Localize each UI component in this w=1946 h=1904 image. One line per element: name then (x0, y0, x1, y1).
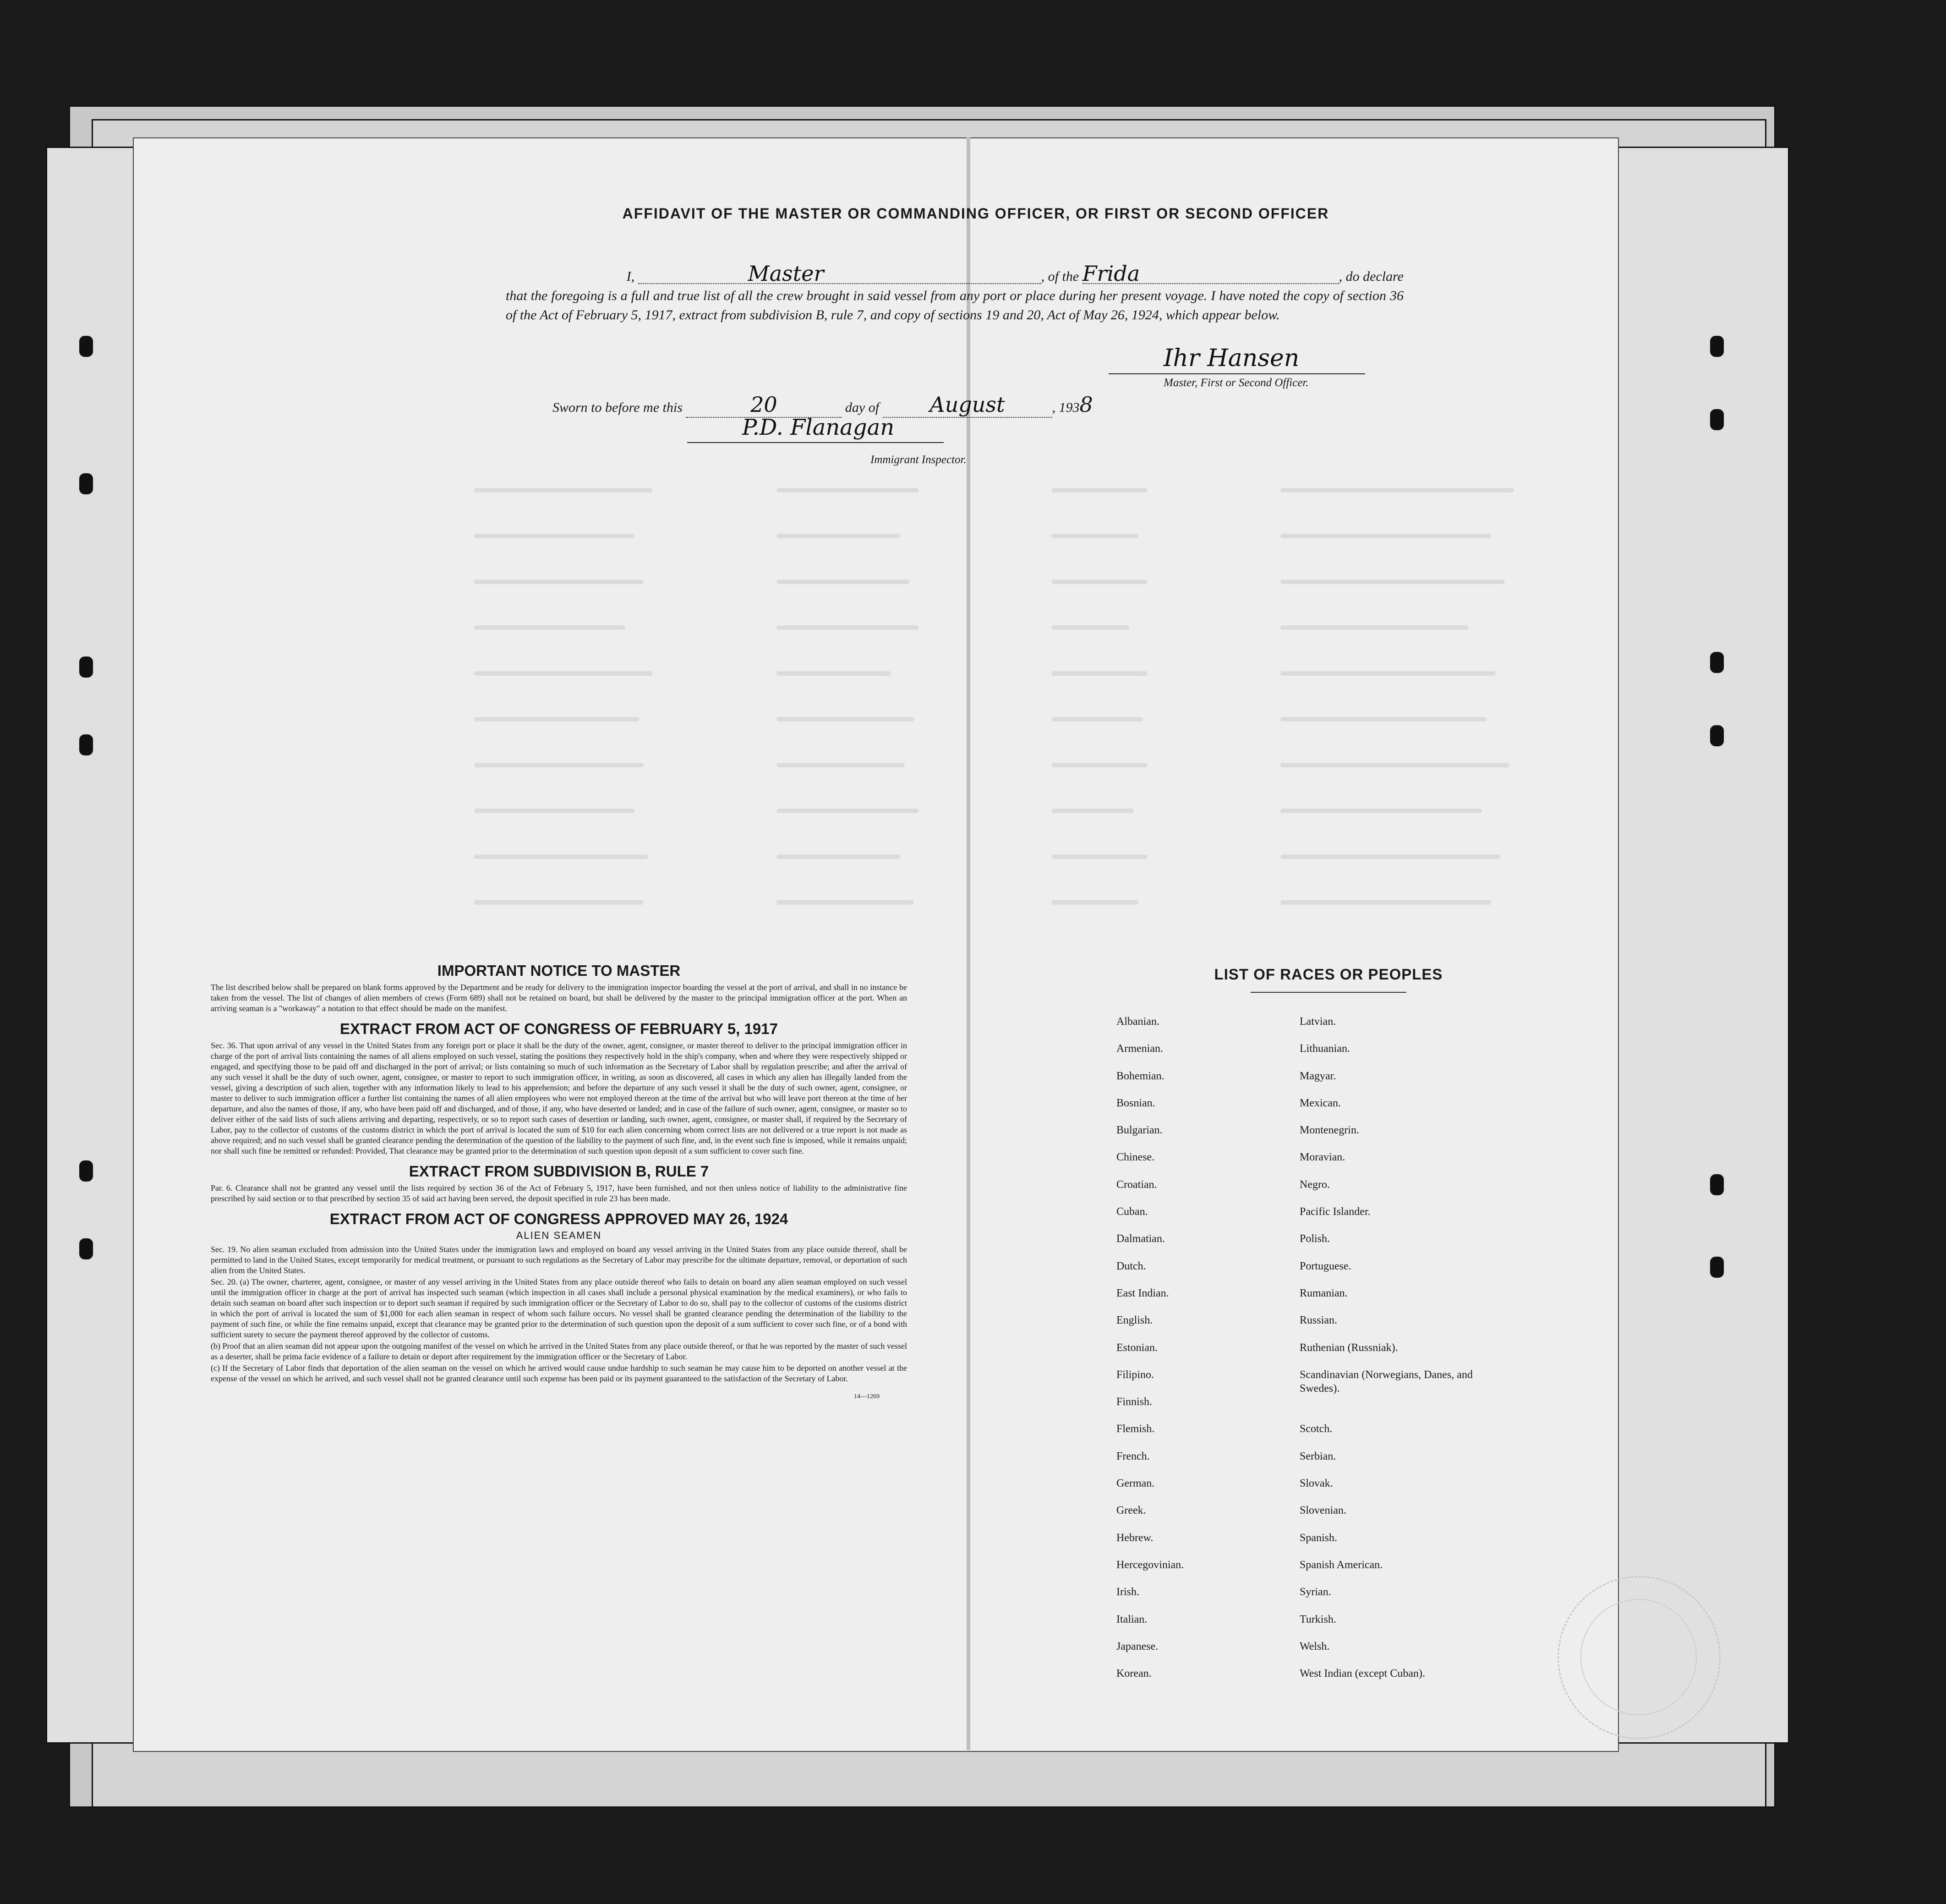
sworn-month-field: August (883, 392, 1052, 418)
races-title: LIST OF RACES OR PEOPLES (1214, 966, 1443, 983)
race-item: Slovak. (1300, 1477, 1333, 1490)
race-item: Slovenian. (1300, 1505, 1346, 1517)
master-caption: Master, First or Second Officer. (1164, 377, 1309, 389)
race-item: Serbian. (1300, 1450, 1336, 1462)
inspector-caption: Immigrant Inspector. (870, 454, 967, 466)
punch-hole (1709, 724, 1725, 748)
sworn-line (552, 392, 1093, 418)
master-fill-field: Master (638, 264, 1041, 284)
race-item: Ruthenian (Russniak). (1300, 1341, 1398, 1354)
race-item: Spanish. (1300, 1532, 1338, 1544)
subdivision-b-title: EXTRACT FROM SUBDIVISION B, RULE 7 (409, 1163, 709, 1180)
declaration-suffix: , do declare (1339, 269, 1404, 284)
race-item: Hebrew. (1116, 1532, 1153, 1544)
sworn-year-field: 8 (1079, 392, 1093, 417)
affidavit-body (506, 261, 1404, 325)
race-item: East Indian. (1116, 1287, 1169, 1299)
punch-hole (78, 472, 94, 496)
race-item: Bohemian. (1116, 1070, 1164, 1082)
punch-hole (1709, 651, 1725, 674)
extract-1917-text: Sec. 36. That upon arrival of any vessel in the United States from any foreign port or place it shall be the duty of the owner, agent, consignee, or master thereof to deliver to the principal immigration officer in charge of the port of arrival lists containing the names of all aliens employed on such vessel, stating the positions they respectively hold in the ship's company, when and where they were respectively shipped or engaged, and specifying those to be paid off and discharged in the port of arrival; or lists containing so much of such information as the Secretary of Labor shall by regulation prescribe; and after the arrival of any such vessel it shall be the duty of such owner, agent, consignee, or master to report to such immigration officer, in writing, as soon as discovered, all cases in which any alien has illegally landed from the vessel, giving a description of such alien, together with any information likely to lead to his apprehension; and before the departure of any such vessel it shall be the duty of such owner, agent, consignee, or master to deliver to such immigration officer a further list containing the names of all alien employees who were not employed thereon at the time of the arrival but who will leave port thereon at the time of her departure, and also the names of those, if any, who have been paid off and discharged, and of those, if any, who have deserted or landed; and in case of the failure of such owner, agent, consignee, or master so to deliver either of the said lists of such aliens arriving and departing, respectively, or so to report such cases of desertion or landing, such owner, agent, consignee, or master shall, if required by the Secretary of Labor, pay to the collector of customs of the customs district in which the port of arrival is located the sum of $10 for each alien concerning whom correct lists are not delivered or a true report is not made as above required; and no such vessel shall be granted clearance pending the determination of the question of the liability to the payment of such fine, and, in the event such fine is imposed, while it remains unpaid; nor shall such fine be remitted or refunded: Provided, That clearance may be granted prior to the determination of such question upon deposit of a sum sufficient to cover such fine. (211, 1041, 907, 1155)
form-number: 14—1269 (854, 1393, 880, 1400)
punch-hole (1709, 334, 1725, 358)
sworn-year-prefix: , 193 (1052, 400, 1080, 415)
extract-1924-subtitle: ALIEN SEAMEN (516, 1230, 602, 1241)
race-item: Cuban. (1116, 1206, 1148, 1218)
race-item: Irish. (1116, 1586, 1139, 1598)
race-item: English. (1116, 1314, 1153, 1327)
notice-title: IMPORTANT NOTICE TO MASTER (437, 962, 681, 979)
race-item: Greek. (1116, 1505, 1146, 1517)
affidavit-title: AFFIDAVIT OF THE MASTER OR COMMANDING OFFICER, OR FIRST OR SECOND OFFICER (622, 205, 1329, 222)
race-item: Scotch. (1300, 1423, 1333, 1435)
race-item: German. (1116, 1477, 1155, 1490)
declaration-mid: , of the (1041, 269, 1079, 284)
sworn-prefix: Sworn to before me this (552, 400, 683, 415)
race-item: Japanese. (1116, 1640, 1159, 1652)
master-signature: Ihr Hansen (1164, 345, 1300, 372)
race-item: Albanian. (1116, 1016, 1159, 1028)
sworn-day-field: 20 (686, 392, 842, 418)
page-fold (967, 137, 970, 1750)
punch-hole (78, 733, 94, 757)
race-item: Moravian. (1300, 1151, 1345, 1164)
race-item: Dutch. (1116, 1260, 1146, 1272)
races-list-col2 (1300, 1015, 1501, 1694)
extract-1924-sec20b: (b) Proof that an alien seaman did not appear upon the outgoing manifest of the vessel on which he arrived in the United States from any place outside thereof, or that he was reported by the master of such vessel as a deserter, shall be prima facie evidence of a failure to detain or deport after requirement by the immigration officer or the Secretary of Labor. (211, 1341, 907, 1361)
race-item: Croatian. (1116, 1178, 1157, 1191)
race-item: Mexican. (1300, 1097, 1341, 1109)
race-item: Magyar. (1300, 1070, 1336, 1082)
affidavit-body-text: that the foregoing is a full and true list of all the crew brought in said vessel from any port or place during her present voyage. I have noted the copy of section 36 of the Act of February 5, 1917, extract from subdivision B, rule 7, and copy of sections 19 and 20, Act of May 26, 1924, which appear below. (506, 288, 1404, 323)
punch-hole (78, 655, 94, 679)
race-item: French. (1116, 1450, 1150, 1462)
vessel-name-field: Frida (1082, 264, 1339, 284)
race-item: Portuguese. (1300, 1260, 1351, 1272)
race-item: Hercegovinian. (1116, 1559, 1184, 1571)
punch-hole (1709, 1255, 1725, 1279)
notice-text: The list described below shall be prepared on blank forms approved by the Department and be ready for delivery to the immigration inspector boarding the vessel at the port of arrival, and shall in no instance be taken from the vessel. The list of changes of alien members of crews (Form 689) shall not be retained on board, but shall be delivered by the master to the principal immigration officer at the port. When an arriving seaman is a "workaway" a notation to that effect should be made on the manifest. (211, 983, 907, 1013)
race-item: Dalmatian. (1116, 1233, 1165, 1245)
regulations-column (211, 962, 907, 1401)
affidavit-declaration-line (506, 261, 1404, 286)
race-item: Chinese. (1116, 1151, 1155, 1164)
punch-hole (78, 1159, 94, 1183)
extract-1924-sec19: Sec. 19. No alien seaman excluded from admission into the United States under the immigration laws and employed on board any vessel arriving in the United States from any place outside thereof, shall be permitted to land in the United States, except temporarily for medical treatment, or pursuant to such regulations as the Secretary of Labor may prescribe for the ultimate departure, removal, or deportation of such alien from the United States. (211, 1245, 907, 1275)
master-signature-line (1109, 373, 1365, 374)
race-item: Estonian. (1116, 1341, 1158, 1354)
race-item: Rumanian. (1300, 1287, 1348, 1299)
race-item: Montenegrin. (1300, 1124, 1359, 1137)
race-item: Lithuanian. (1300, 1043, 1350, 1055)
race-item: Armenian. (1116, 1043, 1163, 1055)
race-item: Turkish. (1300, 1613, 1336, 1625)
punch-hole (78, 1237, 94, 1261)
inspector-signature: P.D. Flanagan (742, 415, 895, 440)
race-item: Korean. (1116, 1668, 1152, 1680)
extract-1924-sec20c: (c) If the Secretary of Labor finds that deportation of the alien seaman on the vessel on which he arrived would cause undue hardship to such seaman he may cause him to be deported on another vessel at the expense of the vessel on which he arrived, and such vessel shall not be granted clearance until such expense has been paid or its payment guaranteed to the satisfaction of the Secretary of Labor. (211, 1363, 907, 1383)
race-item: Spanish American. (1300, 1559, 1383, 1571)
race-item: Polish. (1300, 1233, 1330, 1245)
inspector-signature-line (687, 442, 944, 443)
race-item: Scandinavian (Norwegians, Danes, and Swedes). (1300, 1368, 1473, 1395)
declaration-prefix: I, (626, 269, 635, 284)
extract-1917-title: EXTRACT FROM ACT OF CONGRESS OF FEBRUARY 5, 1917 (340, 1020, 778, 1037)
race-item: Filipino. (1116, 1368, 1154, 1381)
race-item: Syrian. (1300, 1586, 1331, 1598)
race-item: Flemish. (1116, 1423, 1155, 1435)
embossed-seal-inner (1580, 1599, 1697, 1715)
extract-1924-title: EXTRACT FROM ACT OF CONGRESS APPROVED MAY 26, 1924 (329, 1210, 788, 1227)
race-item: Italian. (1116, 1613, 1148, 1625)
race-item: Bosnian. (1116, 1097, 1155, 1109)
extract-1924-sec20a: Sec. 20. (a) The owner, charterer, agent, consignee, or master of any vessel arriving in the United States from any place outside thereof who fails to detain on board any alien seaman employed on such vessel until the immigration officer in charge at the port of arrival has inspected such seaman (which inspection in all cases shall include a personal physical examination by the medical examiners), or who fails to detain such seaman on board after such inspection or to deport such seaman if required by such immigration officer or the Secretary of Labor to do so, shall pay to the collector of customs of the customs district in which the port of arrival is located the sum of $1,000 for each alien seaman in respect of whom such failure occurs. No vessel shall be granted clearance pending the determination of the liability to the payment of such fine, or while the fine remains unpaid, except that clearance may be granted prior to the determination of such question upon the deposit of a sum sufficient to cover such fine, or of a bond with sufficient surety to secure the payment thereof approved by the collector of customs. (211, 1277, 907, 1339)
punch-hole (1709, 1173, 1725, 1197)
race-item: Russian. (1300, 1314, 1338, 1327)
race-item: Pacific Islander. (1300, 1206, 1371, 1218)
race-item: Bulgarian. (1116, 1124, 1163, 1137)
sworn-day-label: day of (845, 400, 880, 415)
bleed-through-texture (458, 472, 1558, 930)
subdivision-b-text: Par. 6. Clearance shall not be granted any vessel until the lists required by section 36 of the Act of February 5, 1917, have been furnished, and not then unless notice of liability to the administrative fine prescribed by said section or to that prescribed by section 35 of said act having been served, the deposit specified in rule 23 has been made. (211, 1183, 907, 1203)
race-item: Welsh. (1300, 1640, 1330, 1652)
race-item: Negro. (1300, 1178, 1330, 1191)
punch-hole (1709, 408, 1725, 432)
race-item: West Indian (except Cuban). (1300, 1668, 1425, 1680)
punch-hole (78, 334, 94, 358)
races-title-rule (1251, 992, 1406, 993)
race-item: Latvian. (1300, 1016, 1336, 1028)
race-item: Finnish. (1116, 1396, 1153, 1408)
races-list-col1 (1116, 1015, 1300, 1694)
